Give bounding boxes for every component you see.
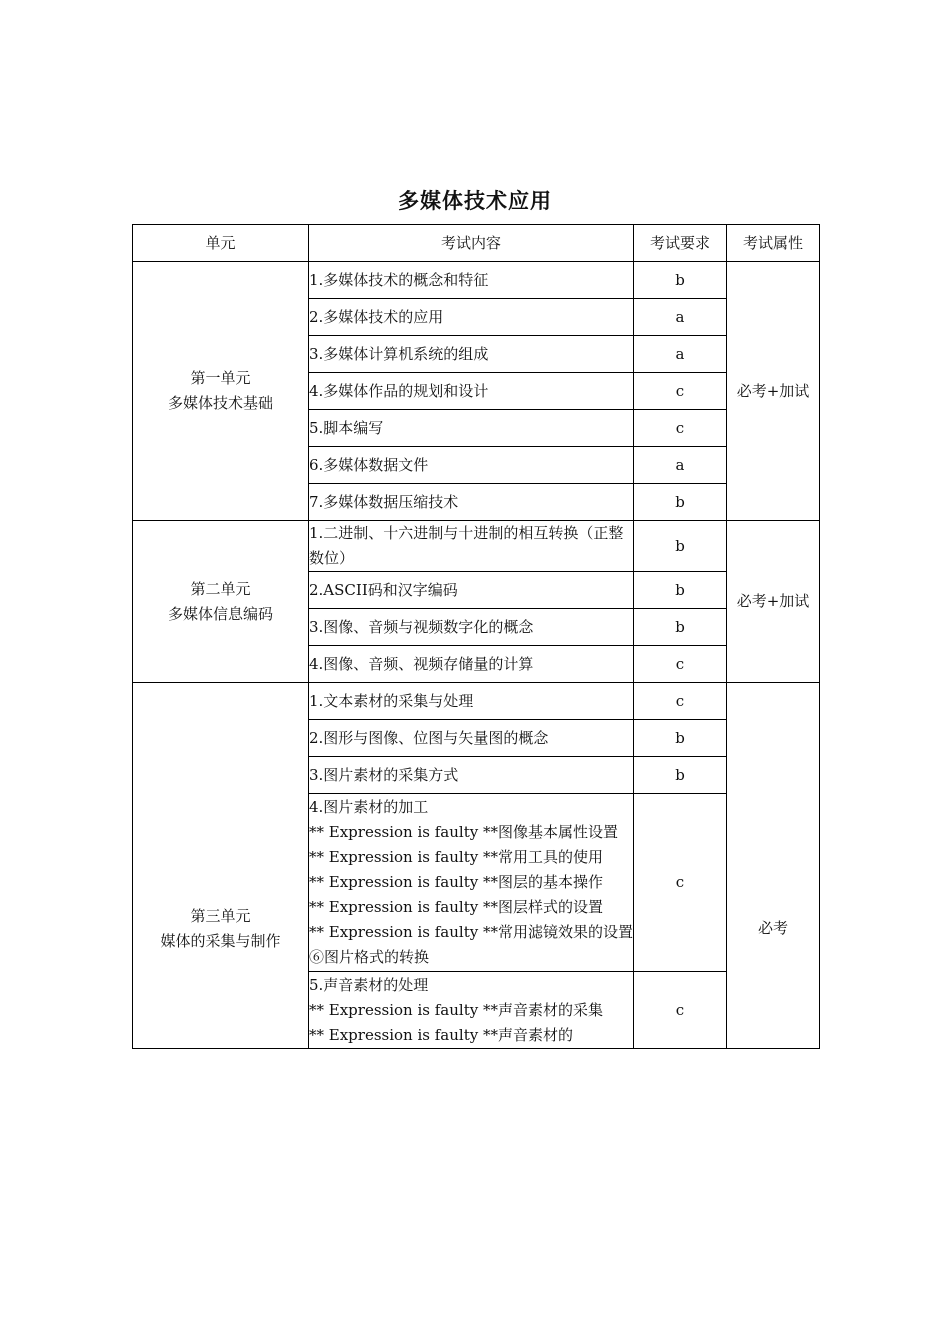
header-content: 考试内容: [309, 225, 634, 262]
content-cell: 7.多媒体数据压缩技术: [309, 484, 634, 521]
content-cell: [309, 972, 634, 1049]
attribute-cell: 必考: [727, 683, 820, 1049]
header-row: [133, 225, 820, 262]
content-line: 4.图片素材的加工: [309, 798, 429, 816]
header-requirement: 考试要求: [634, 225, 727, 262]
unit-cell: [133, 683, 309, 1049]
content-cell: 1.二进制、十六进制与十进制的相互转换（正整数位）: [309, 521, 634, 572]
unit-name-line1: 第二单元: [190, 579, 251, 598]
content-cell: 1.文本素材的采集与处理: [309, 683, 634, 720]
requirement-cell: c: [634, 683, 727, 720]
table-row: [133, 683, 820, 720]
unit-name-line1: 第三单元: [190, 906, 251, 925]
content-cell: 5.脚本编写: [309, 410, 634, 447]
content-cell: 2.ASCII码和汉字编码: [309, 572, 634, 609]
content-line: ** Expression is faulty **常用工具的使用: [309, 848, 603, 866]
attribute-cell: 必考+加试: [727, 262, 820, 521]
unit-cell: [133, 262, 309, 521]
content-line: ** Expression is faulty **声音素材的: [309, 1026, 573, 1044]
requirement-cell: b: [634, 720, 727, 757]
requirement-cell: c: [634, 410, 727, 447]
content-cell: 6.多媒体数据文件: [309, 447, 634, 484]
content-cell: 4.图像、音频、视频存储量的计算: [309, 646, 634, 683]
page-title: 多媒体技术应用: [398, 189, 552, 213]
header-attribute: 考试属性: [727, 225, 820, 262]
unit-name-line2: 多媒体信息编码: [167, 604, 273, 623]
table-row: [133, 521, 820, 572]
content-cell: 3.图片素材的采集方式: [309, 757, 634, 794]
unit-name-line1: 第一单元: [190, 369, 251, 387]
content-line: ** Expression is faulty **声音素材的采集: [309, 1001, 603, 1019]
unit-cell: [133, 521, 309, 683]
content-cell: 3.图像、音频与视频数字化的概念: [309, 609, 634, 646]
unit-name-line2: 多媒体技术基础: [167, 394, 273, 412]
content-line: 5.声音素材的处理: [309, 976, 429, 994]
content-line: ** Expression is faulty **常用滤镜效果的设置: [309, 923, 633, 941]
content-cell: 3.多媒体计算机系统的组成: [309, 336, 634, 373]
requirement-cell: a: [634, 299, 727, 336]
content-line: ** Expression is faulty **图层样式的设置: [309, 898, 603, 916]
exam-table: [132, 224, 820, 1049]
content-cell: 2.图形与图像、位图与矢量图的概念: [309, 720, 634, 757]
content-cell: 1.多媒体技术的概念和特征: [309, 262, 634, 299]
header-unit: 单元: [133, 225, 309, 262]
requirement-cell: b: [634, 484, 727, 521]
requirement-cell: b: [634, 757, 727, 794]
requirement-cell: c: [634, 646, 727, 683]
requirement-cell: c: [634, 373, 727, 410]
content-line: ⑥图片格式的转换: [309, 948, 430, 966]
content-cell: 4.多媒体作品的规划和设计: [309, 373, 634, 410]
requirement-cell: b: [634, 609, 727, 646]
content-line: ** Expression is faulty **图层的基本操作: [309, 873, 603, 891]
attribute-cell: 必考+加试: [727, 521, 820, 683]
table-row: [133, 262, 820, 299]
requirement-cell: b: [634, 521, 727, 572]
requirement-cell: b: [634, 262, 727, 299]
requirement-cell: c: [634, 972, 727, 1049]
requirement-cell: c: [634, 794, 727, 972]
requirement-cell: a: [634, 336, 727, 373]
requirement-cell: b: [634, 572, 727, 609]
content-line: ** Expression is faulty **图像基本属性设置: [309, 823, 618, 841]
content-cell: 2.多媒体技术的应用: [309, 299, 634, 336]
unit-name-line2: 媒体的采集与制作: [160, 931, 281, 950]
content-cell: [309, 794, 634, 972]
requirement-cell: a: [634, 447, 727, 484]
